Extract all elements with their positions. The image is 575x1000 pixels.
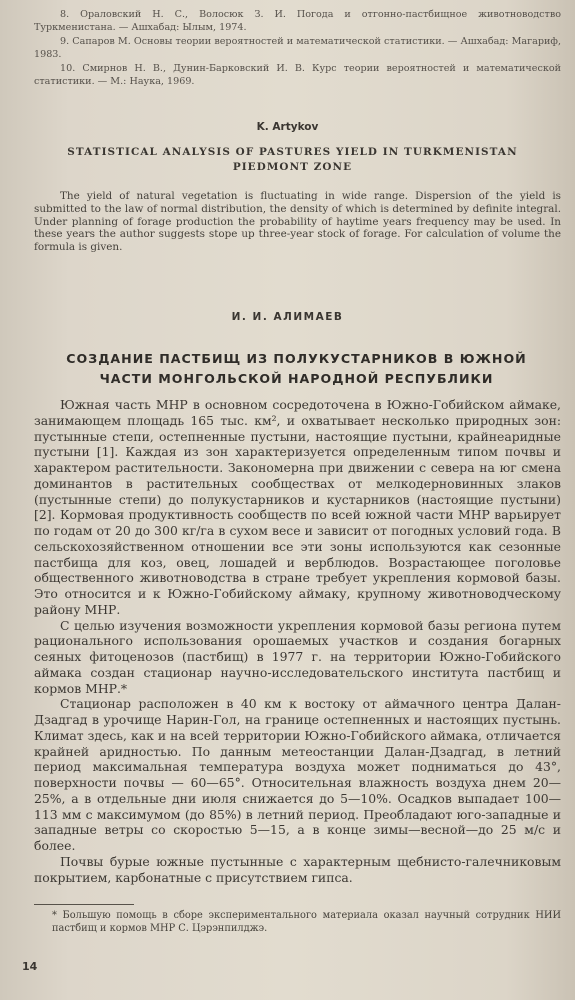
body-paragraph: С целью изучения возможности укрепления кормовой базы региона путем рационального использования орошаемых участков и создания богарных сеяных фитоценозов (пастбищ) в 1977 г. на территории Южно-Гобийского аймака создан стационар научно-исследовательского института пастбищ и кормов МНР.* [34, 617, 561, 696]
article-author: И. И. АЛИМАЕВ [231, 311, 344, 323]
article-title: СОЗДАНИЕ ПАСТБИЩ ИЗ ПОЛУКУСТАРНИКОВ В ЮЖНОЙ ЧАСТИ МОНГОЛЬСКОЙ НАРОДНОЙ РЕСПУБЛИКИ [66, 351, 527, 386]
reference-item: 9. Сапаров М. Основы теории вероятностей и математической статистики. — Ашхабад: Магариф, 1983. [34, 35, 561, 61]
english-summary-author: K. Artykov [256, 121, 319, 133]
page-number: 14 [22, 960, 38, 973]
footnote: * Большую помощь в сборе экспериментального материала оказал научный сотрудник НИИ пастбищ и кормов МНР С. Цэрэнпилджэ. [52, 910, 561, 934]
english-summary-title: STATISTICAL ANALYSIS OF PASTURES YIELD IN TURKMENISTAN PIEDMONT ZONE [67, 146, 518, 173]
article-body [34, 397, 561, 885]
reference-item: 8. Ораловский Н. С., Волосюк З. И. Погода и отгонно-пастбищное животноводство Туркменистана. — Ашхабад: Ылым, 1974. [34, 9, 561, 34]
body-paragraph: Стационар расположен в 40 км к востоку от аймачного центра Далан-Дзадгад в урочище Нарин-Гол, на границе остепненных и настоящих пустынь. Климат здесь, как и на всей территории Южно-Гобийского аймака, отличается крайней аридностью. По данным метеостанции Далан-Дзадгад, в летний период максимальная температура воздуха может подниматься до 43°, поверхности почвы — 60—65°. Относительная влажность воздуха днем 20—25%, а в отдельные дни июля снижается до 5—10%. Осадков выпадает 100—113 мм с максимумом (до 85%) в летний период. Преобладают юго-западные и западные ветры со скоростью 5—15, а в конце зимы—весной—до 25 м/с и более. [34, 696, 561, 853]
body-paragraph: Южная часть МНР в основном сосредоточена в Южно-Гобийском аймаке, занимающем площадь 165 тыс. км², и охватывает несколько природных зон: пустынные степи, остепненные пустыни, настоящие пустыни, крайнеаридные пустыни [1]. Каждая из зон характеризуется определенным типом почвы и характером растительности. Закономерна при движении с севера на юг смена доминантов в растительных сообществах от мелкодерновинных злаков (пустынные степи) до полукустарников и кустарников (настоящие пустыни) [2]. Кормовая продуктивность сообществ по всей южной части МНР варьирует по годам от 20 до 300 кг/га в сухом весе и зависит от погодных условий года. В сельскохозяйственном отношении все эти зоны используются как сезонные пастбища для коз, овец, лошадей и верблюдов. Возрастающее поголовье общественного животноводства в стране требует укрепления кормовой базы. Это относится и к Южно-Гобийскому аймаку, крупному животноводческому району МНР. [34, 397, 561, 617]
footnote-divider [34, 904, 134, 905]
english-summary-abstract: The yield of natural vegetation is fluctuating in wide range. Dispersion of the yield is submitted to the law of normal distribution, the density of which is determined by definite integral. Under planning of forage production the probability of haytime years frequency may be used. In these years the author suggests stope up three-year stock of forage. For calculation of volume the formula is given. [34, 190, 561, 254]
body-paragraph: Почвы бурые южные пустынные с характерным щебнисто-галечниковым покрытием, карбонатные с присутствием гипса. [34, 853, 561, 885]
reference-item: 10. Смирнов Н. В., Дунин-Барковский И. В. Курс теории вероятностей и математической статистики. — М.: Наука, 1969. [34, 62, 561, 88]
reference-list [34, 8, 561, 88]
